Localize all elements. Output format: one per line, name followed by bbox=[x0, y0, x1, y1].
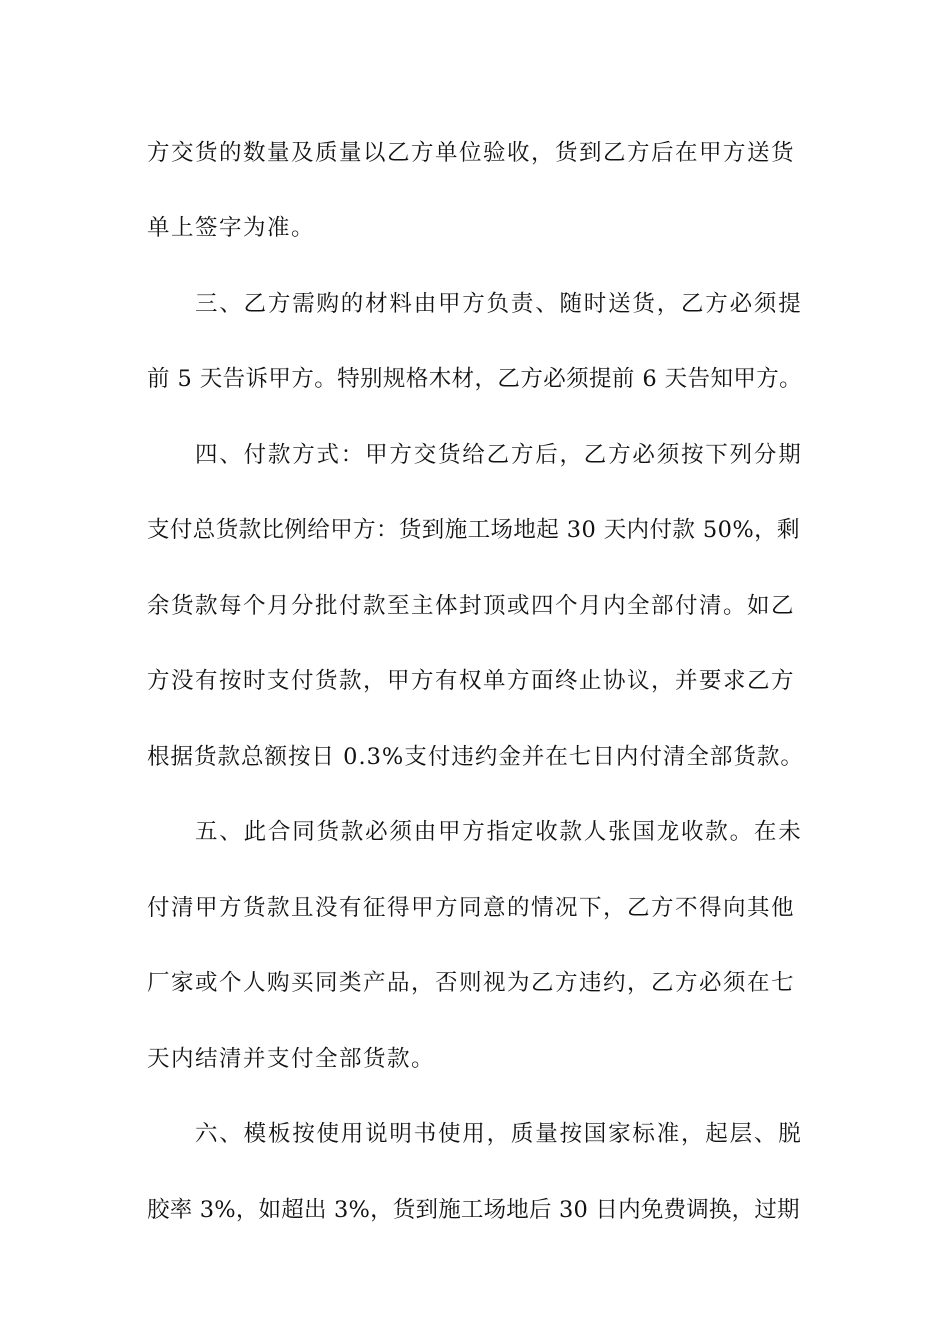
text-line: 支付总货款比例给甲方：货到施工场地起 30 天内付款 50%，剩 bbox=[147, 517, 800, 543]
paragraph-first-line: 三、乙方需购的材料由甲方负责、随时送货，乙方必须提 bbox=[195, 291, 803, 317]
text-line: 胶率 3%，如超出 3%，货到施工场地后 30 日内免费调换，过期 bbox=[147, 1197, 800, 1223]
text-line: 余货款每个月分批付款至主体封顶或四个月内全部付清。如乙 bbox=[147, 593, 796, 619]
text-line: 方交货的数量及质量以乙方单位验收，货到乙方后在甲方送货 bbox=[147, 140, 796, 166]
text-line: 天内结清并支付全部货款。 bbox=[147, 1046, 436, 1072]
paragraph-first-line: 五、此合同货款必须由甲方指定收款人张国龙收款。在未 bbox=[195, 819, 803, 845]
paragraph-first-line: 六、模板按使用说明书使用，质量按国家标准，起层、脱 bbox=[195, 1121, 803, 1147]
text-line: 单上签字为准。 bbox=[147, 215, 316, 241]
text-line: 根据货款总额按日 0.3%支付违约金并在七日内付清全部货款。 bbox=[147, 744, 804, 770]
text-line: 厂家或个人购买同类产品，否则视为乙方违约，乙方必须在七 bbox=[147, 970, 796, 996]
text-line: 前 5 天告诉甲方。特别规格木材，乙方必须提前 6 天告知甲方。 bbox=[147, 366, 803, 392]
paragraph-first-line: 四、付款方式：甲方交货给乙方后，乙方必须按下列分期 bbox=[195, 442, 803, 468]
text-line: 付清甲方货款且没有征得甲方同意的情况下，乙方不得向其他 bbox=[147, 895, 796, 921]
text-line: 方没有按时支付货款，甲方有权单方面终止协议，并要求乙方 bbox=[147, 668, 796, 694]
